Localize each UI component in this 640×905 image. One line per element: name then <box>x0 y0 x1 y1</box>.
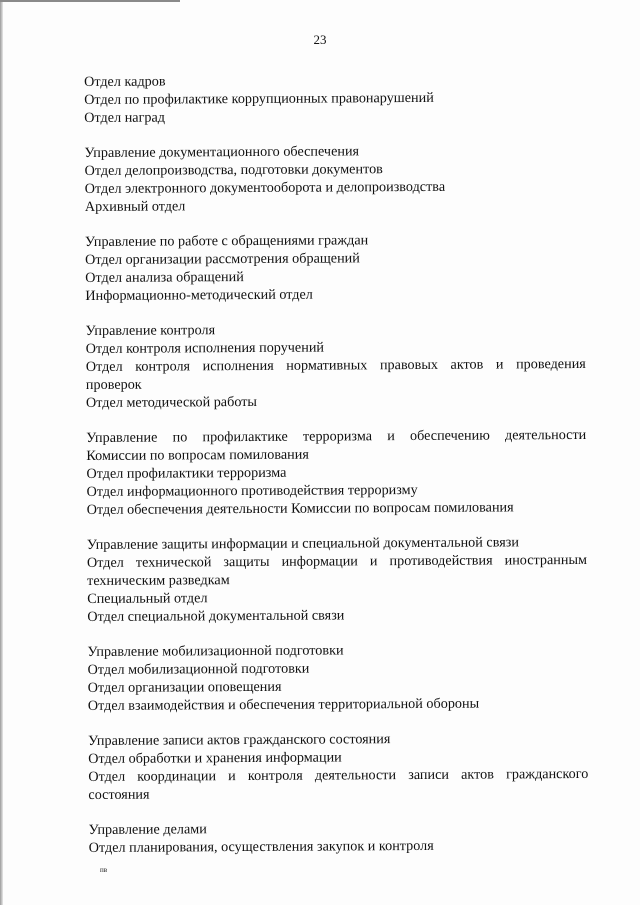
department-line: Отдел делопроизводства, подготовки документов <box>84 161 383 179</box>
department-group <box>85 230 585 305</box>
group-heading-line: Управление мобилизационной подготовки <box>87 642 344 660</box>
department-line: Отдел организации рассмотрения обращений <box>85 250 360 268</box>
scan-left-edge <box>0 0 3 905</box>
department-line: Отдел планирования, осуществления закупок и контроля <box>88 837 434 856</box>
group-heading-line: Управление документационного обеспечения <box>84 143 360 161</box>
department-line: Отдел контроля исполнения поручений <box>85 339 325 357</box>
department-line: Отдел технической защиты информации и противодействия иностранным <box>86 551 588 571</box>
department-line: Отдел информационного противодействия терроризму <box>86 481 418 500</box>
department-line: Отдел специальной документальной связи <box>87 607 345 625</box>
department-line: Отдел электронного документооборота и делопроизводства <box>84 178 446 197</box>
department-group <box>86 426 587 519</box>
group-heading-line: Отдел кадров <box>84 73 166 90</box>
department-group <box>86 319 587 412</box>
department-line: Отдел методической работы <box>85 393 257 411</box>
footer-initials: пв <box>100 866 108 874</box>
department-line: Архивный отдел <box>84 198 186 215</box>
department-line: состояния <box>88 786 150 803</box>
department-line: Отдел обеспечения деятельности Комиссии по вопросам помилования <box>86 499 514 518</box>
group-heading-line: Управление контроля <box>85 322 216 339</box>
department-line: Отдел мобилизационной подготовки <box>87 660 310 678</box>
group-heading-line: Управление по работе с обращениями граждан <box>84 232 369 250</box>
department-line: Отдел организации оповещения <box>87 678 282 696</box>
department-line: Отдел анализа обращений <box>85 269 244 286</box>
page-number: 23 <box>313 32 327 47</box>
department-line: проверок <box>85 376 142 393</box>
department-line: техническим разведкам <box>87 572 230 589</box>
department-line: Отдел взаимодействия и обеспечения территориальной обороны <box>87 695 480 714</box>
department-line: Отдел наград <box>84 109 166 126</box>
group-heading-line: Управление записи актов гражданского состояния <box>88 731 391 749</box>
department-group <box>87 533 588 626</box>
department-line: Комиссии по вопросам помилования <box>86 446 309 464</box>
department-line: Специальный отдел <box>87 590 208 607</box>
department-line: Отдел координации и контроля деятельности записи актов гражданского <box>88 765 589 785</box>
department-line: Информационно-методический отдел <box>85 286 313 304</box>
department-group <box>84 141 584 216</box>
department-group <box>89 818 589 857</box>
department-group <box>87 640 587 715</box>
department-group <box>88 729 588 804</box>
scan-top-edge <box>0 0 180 2</box>
group-heading-line: Управление по профилактике терроризма и обеспечению деятельности <box>86 426 587 446</box>
department-line: Отдел профилактики терроризма <box>86 464 287 482</box>
department-group <box>84 70 584 127</box>
group-heading-line: Управление делами <box>88 821 207 838</box>
department-line: Отдел по профилактике коррупционных правонарушений <box>84 89 434 108</box>
org-structure-list <box>84 70 589 874</box>
group-heading-line: Управление защиты информации и специальной документальной связи <box>86 534 519 553</box>
department-line: Отдел контроля исполнения нормативных правовых актов и проведения <box>85 355 586 375</box>
department-line: Отдел обработки и хранения информации <box>88 749 342 767</box>
